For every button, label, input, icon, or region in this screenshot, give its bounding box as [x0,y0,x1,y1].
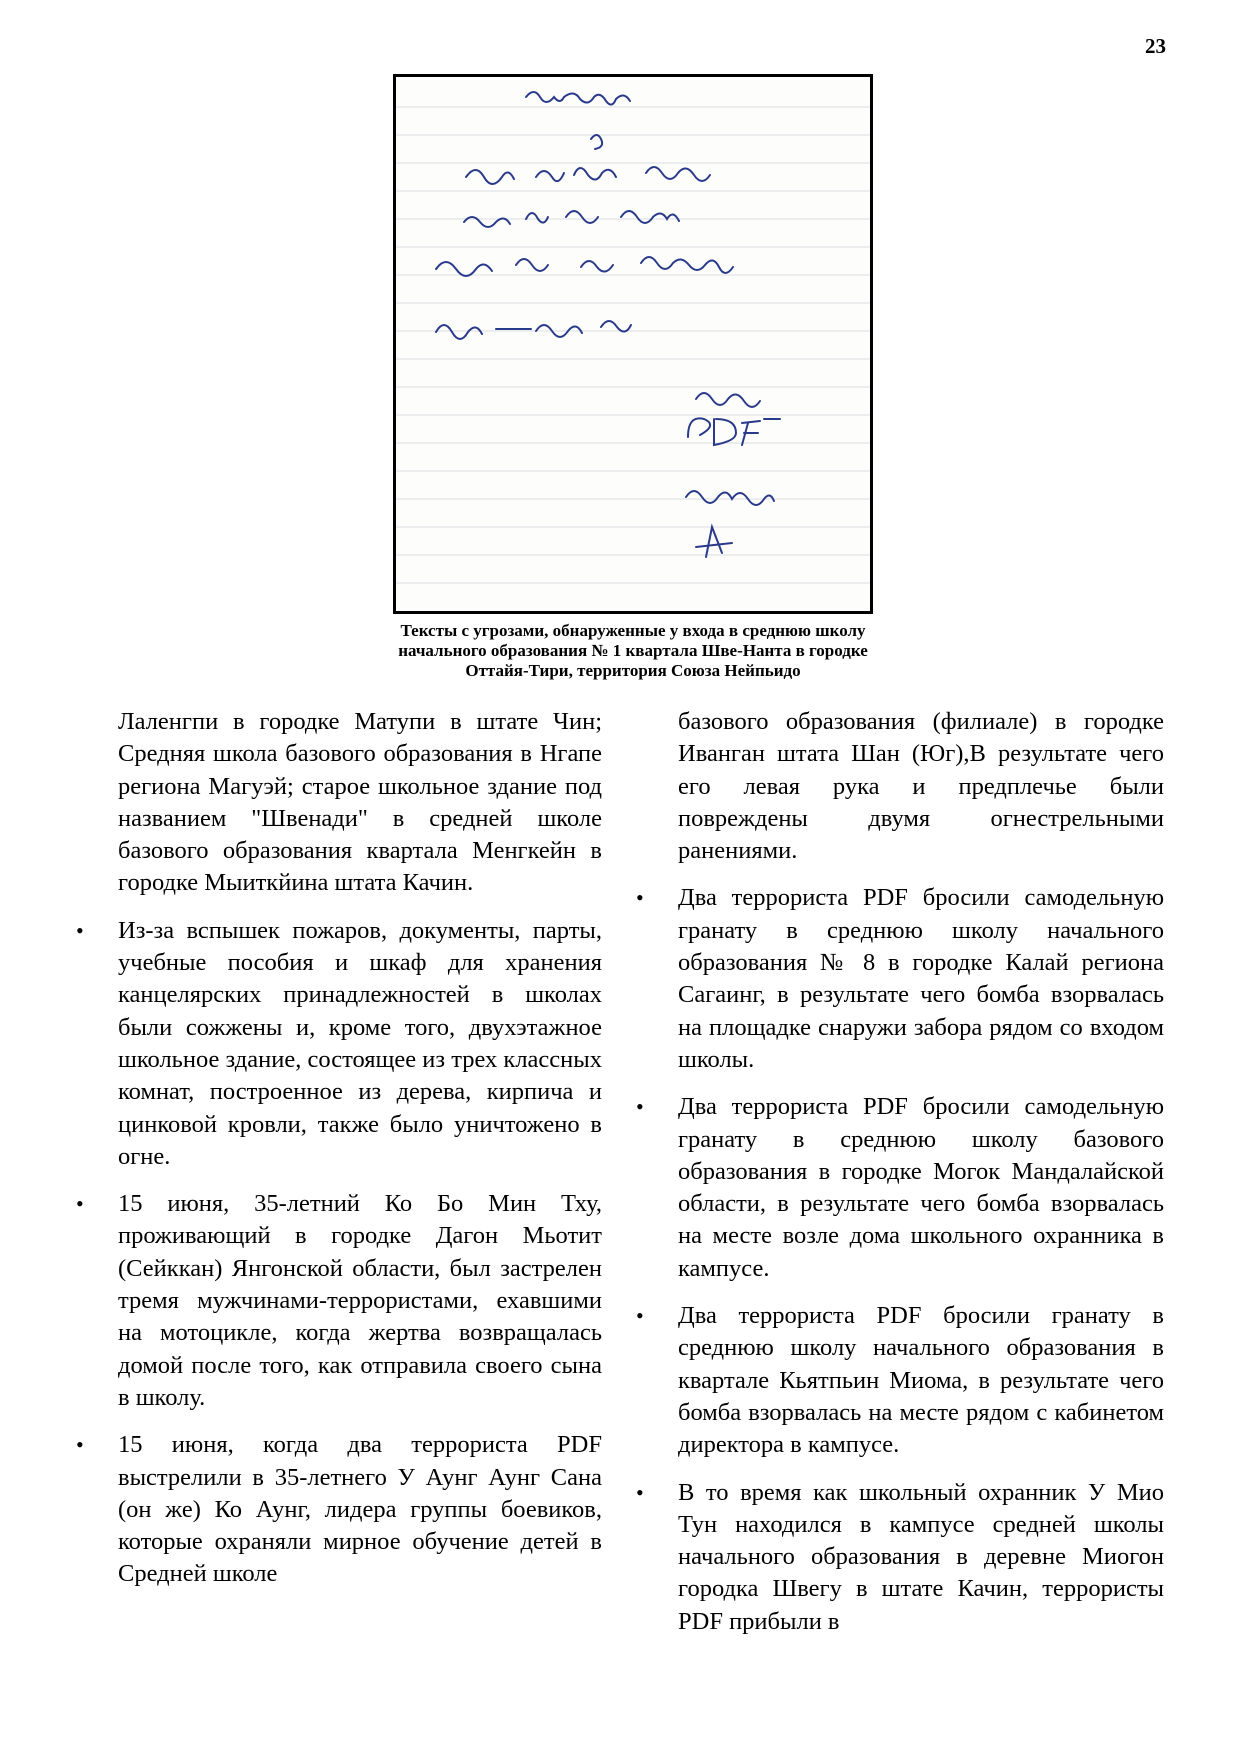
bullet-item [636,882,1164,1076]
bullet-icon: • [636,1303,644,1329]
caption-line: Тексты с угрозами, обнаруженные у входа в среднюю школу [400,621,866,640]
bullet-item [636,1091,1164,1285]
bullet-icon: • [636,885,644,911]
bullet-icon: • [76,1432,84,1458]
bullet-text: В то время как школьный охранник У Мио Тун находился в кампусе средней школы начального образования в деревне Миогон городка Швегу в штате Качин, террористы PDF прибыли в [678,1478,1164,1635]
bullet-icon: • [76,917,84,943]
continued-paragraph: Лаленгпи в городке Матупи в штате Чин; Средняя школа базового образования в Нгапе региона Магуэй; старое школьное здание под названием "Швенади" в средней школе базового образования квартала Менгкейн в городке Мыиткйина штата Качин. [118,708,602,897]
caption-line: начального образования № 1 квартала Шве-Нанта в городке [398,641,868,660]
bullet-item [636,1300,1164,1461]
bullet-item [76,1188,602,1414]
figure-caption [300,621,966,681]
bullet-text: 15 июня, 35-летний Ко Бо Мин Тху, проживающий в городке Дагон Мьотит (Сейккан) Янгонской области, был застрелен тремя мужчинами-террористами, ехавшими на мотоцикле, когда жертва возвращалась домой после того, как отправила своего сына в школу. [118,1190,602,1411]
bullet-item [76,915,602,1173]
handwritten-note-photo [393,74,873,614]
bullet-icon: • [636,1479,644,1505]
bullet-item [76,1429,602,1590]
bullet-text: Два террориста PDF бросили гранату в среднюю школу начального образования в квартале Кьятпьин Миома, в результате чего бомба взорвалась на месте рядом с кабинетом директора в кампусе. [678,1302,1164,1459]
bullet-icon: • [636,1094,644,1120]
bullet-icon: • [76,1191,84,1217]
bullet-text: 15 июня, когда два террориста PDF выстрелили в 35-летнего У Аунг Аунг Сана (он же) Ко Аунг, лидера группы боевиков, которые охраняли мирное обучение детей в Средней школе [118,1431,602,1588]
bullet-text: Из-за вспышек пожаров, документы, парты, учебные пособия и шкаф для хранения канцелярских принадлежностей в школах были сожжены и, кроме того, двухэтажное школьное здание, состоящее из трех классных комнат, построенное из дерева, кирпича и цинковой кровли, также было уничтожено в огне. [118,916,602,1170]
bullet-text: Два террориста PDF бросили самодельную гранату в среднюю школу начального образования № 8 в городке Калай региона Сагаинг, в результате чего бомба взорвалась на площадке снаружи забора рядом со входом школы. [678,884,1164,1073]
page-number: 23 [1145,34,1166,58]
right-column [636,706,1164,1653]
caption-line: Оттайя-Тири, территория Союза Нейпьидо [465,661,801,680]
bullet-text: Два террориста PDF бросили самодельную гранату в среднюю школу базового образования в городке Могок Мандалайской области, в результате чего бомба взорвалась на месте возле дома школьного охранника в кампусе. [678,1093,1164,1282]
bullet-item [636,1477,1164,1638]
continued-paragraph: базового образования (филиале) в городке Иванган штата Шан (Юг),В результате чего его левая рука и предплечье были повреждены двумя огнестрельными ранениями. [678,708,1164,865]
left-column [76,706,602,1606]
